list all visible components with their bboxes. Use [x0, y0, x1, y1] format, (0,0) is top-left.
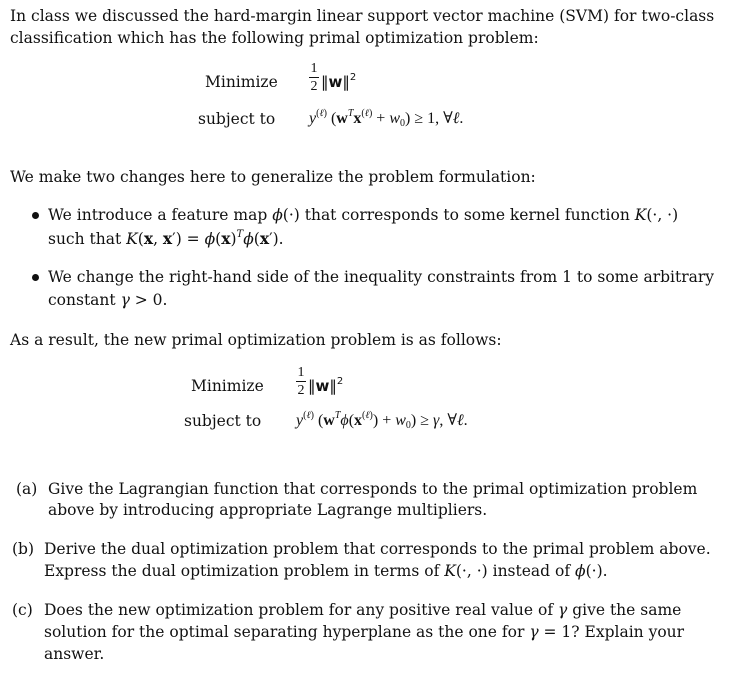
question-c-line-2: solution for the optimal separating hyperplane as the one for γ = 1? Explain your: [44, 623, 685, 641]
minimize-label-2: Minimize: [191, 377, 264, 395]
question-a-line-1: Give the Lagrangian function that corresponds to the primal optimization problem: [48, 480, 698, 498]
question-c-line-1: Does the new optimization problem for any positive real value of γ give the same: [44, 601, 682, 619]
result-line: As a result, the new primal optimization problem is as follows:: [10, 331, 502, 349]
objective-norm-1: ‖w‖$^2$: [321, 72, 357, 91]
question-b-label: (b): [12, 540, 35, 558]
constraint-2: $y^{(\ell)}$ $(w^T\phi(x^{(\ell)}) + w_0) \ge \gamma$, ∀ℓ.: [296, 410, 468, 431]
question-c-line-3: answer.: [44, 645, 105, 663]
minimize-label-1: Minimize: [205, 73, 278, 91]
intro-line-1: In class we discussed the hard-margin linear support vector machine (SVM) for two-class: [10, 7, 715, 25]
half-fraction-2: 1 2: [297, 365, 305, 398]
intro-line-2: classification which has the following primal optimization problem:: [10, 29, 539, 47]
question-a-line-2: above by introducing appropriate Lagrange multipliers.: [48, 501, 488, 519]
half-fraction-1: 1 2: [310, 61, 318, 94]
bullet-1-line-2: such that K(x, $x') = \phi(x)^T\phi(x')$.: [48, 229, 284, 248]
bullet-2-line-2: constant γ > 0.: [48, 291, 168, 309]
question-c-label: (c): [12, 601, 33, 619]
bullet-1-line-1: We introduce a feature map ϕ(·) that corresponds to some kernel function K(·, ·): [48, 206, 679, 224]
bullet-2-line-1: We change the right-hand side of the inequality constraints from 1 to some arbitrary: [48, 268, 715, 286]
question-a-label: (a): [16, 480, 38, 498]
subject-to-label-1: subject to: [198, 110, 276, 128]
changes-heading: We make two changes here to generalize the problem formulation:: [10, 168, 536, 186]
constraint-1: $y^{(\ell)}$ $(w^Tx^{(\ell)} + w_0) \ge 1$, ∀ℓ.: [309, 108, 464, 129]
bullet-dot-2: [32, 274, 39, 281]
subject-to-label-2: subject to: [184, 412, 262, 430]
objective-norm-2: ‖w‖$^2$: [308, 376, 344, 395]
bullet-dot-1: [32, 212, 39, 219]
question-b-line-2: Express the dual optimization problem in terms of K(·, ·) instead of ϕ(·).: [44, 562, 608, 580]
question-b-line-1: Derive the dual optimization problem that corresponds to the primal problem above.: [44, 540, 711, 558]
